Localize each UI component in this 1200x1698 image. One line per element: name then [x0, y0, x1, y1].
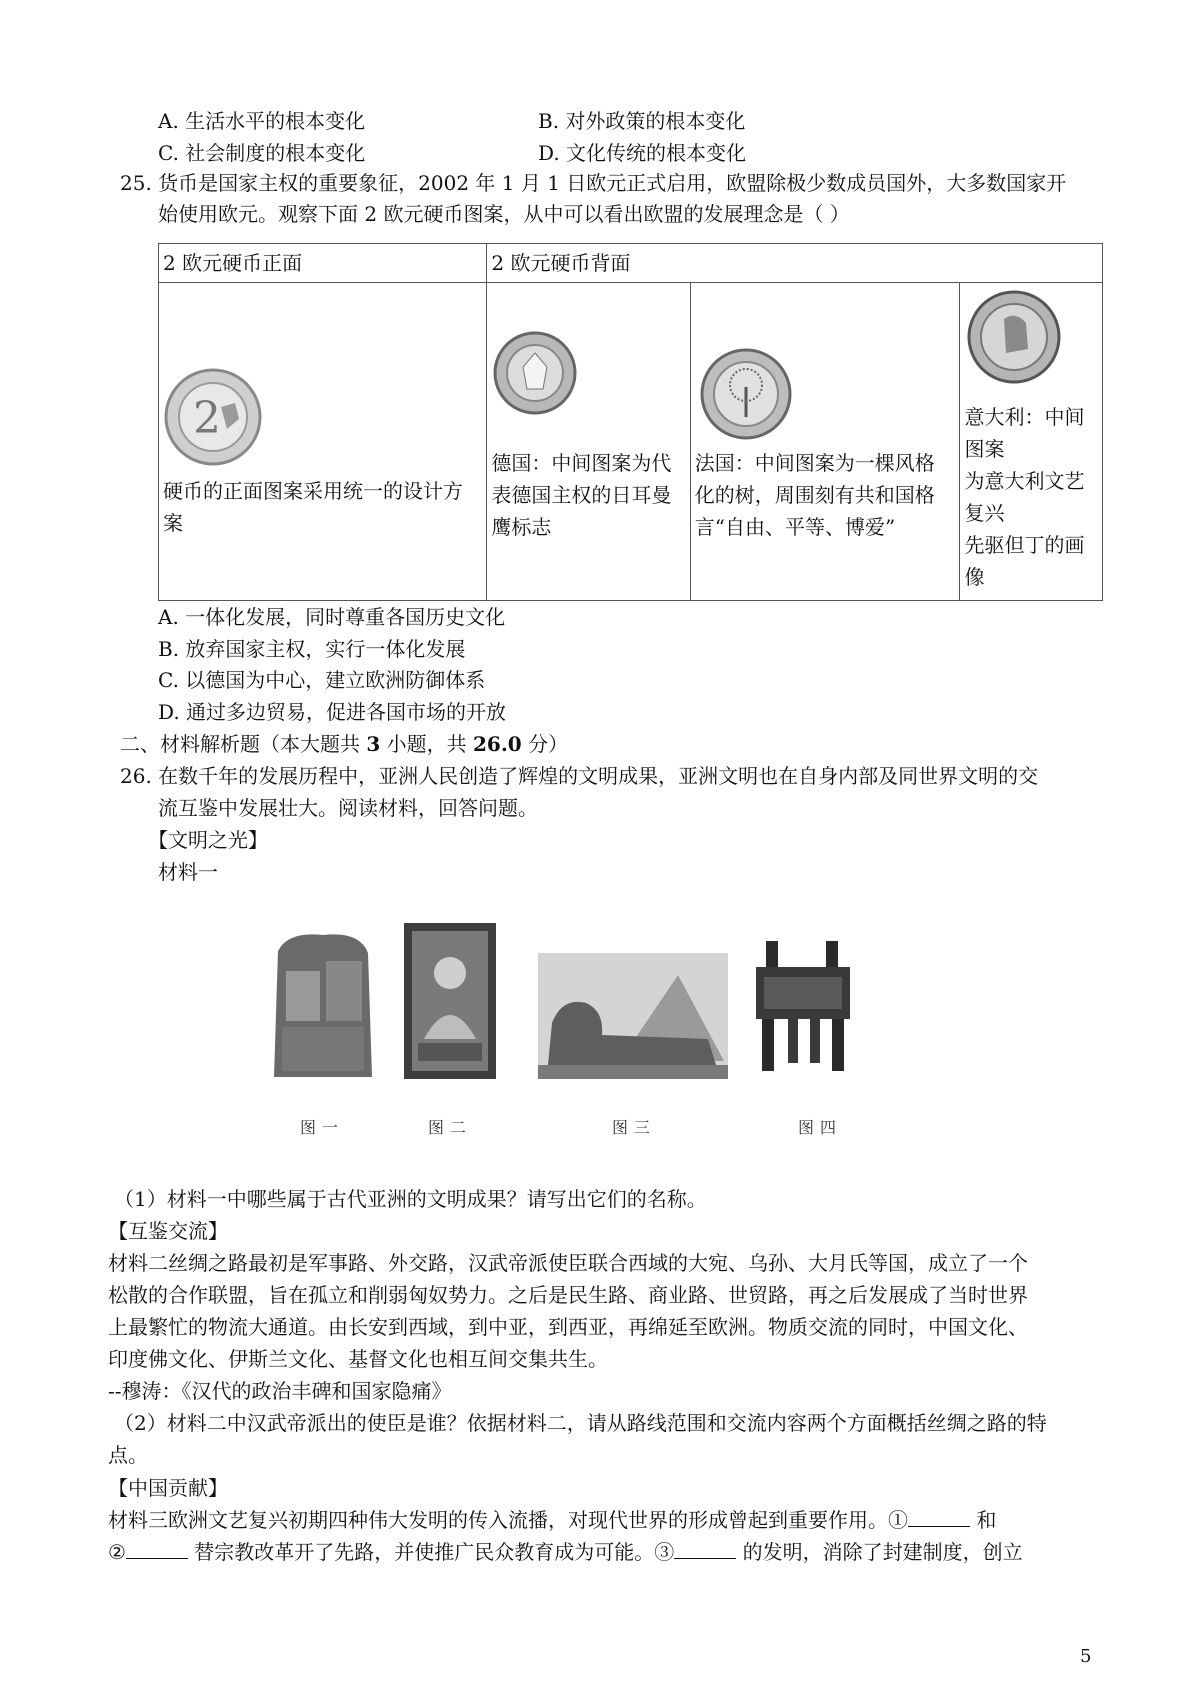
germany-cell — [487, 283, 690, 601]
q26-stem-line2: 流互鉴中发展壮大。阅读材料，回答问题。 — [158, 796, 538, 820]
blank-1[interactable] — [908, 1506, 970, 1527]
heading-china-contribution: 【中国贡献】 — [108, 1476, 228, 1500]
germany-desc-3: 鹰标志 — [491, 515, 552, 539]
material-2-line2: 松散的合作联盟，旨在孤立和削弱匈奴势力。之后是民生路、商业路、世贸路，再之后发展成了当时世界 — [108, 1283, 1028, 1307]
france-desc-3: 言“自由、平等、博爱” — [694, 515, 896, 539]
q25-option-d[interactable]: D. 通过多边贸易，促进各国市场的开放 — [158, 700, 507, 724]
france-desc-2: 化的树，周围刻有共和国格 — [694, 483, 935, 507]
figure-1-stele — [268, 931, 378, 1081]
italy-desc-2: 图案 — [964, 437, 1005, 461]
figure-3-caption: 图三 — [612, 1118, 657, 1137]
heading-exchange: 【互鉴交流】 — [108, 1219, 228, 1243]
material-2-line1: 材料二丝绸之路最初是军事路、外交路，汉武帝派使臣联合西域的大宛、乌孙、大月氏等国，成立了一个 — [108, 1251, 1028, 1275]
heading-civilization: 【文明之光】 — [148, 828, 268, 852]
italy-coin-image — [966, 289, 1062, 385]
coin-table — [158, 243, 1103, 601]
material-2-line3: 上最繁忙的物流大通道。由长安到西域，到中亚，到西亚，再绵延至欧洲。物质交流的同时，中国文化、 — [108, 1315, 1028, 1339]
sub-question-1: （1）材料一中哪些属于古代亚洲的文明成果？请写出它们的名称。 — [114, 1187, 707, 1211]
header-front: 2 欧元硬币正面 — [159, 244, 487, 283]
germany-desc-1: 德国：中间图案为代 — [491, 451, 672, 475]
france-desc-1: 法国：中间图案为一棵风格 — [694, 451, 935, 475]
figure-2-caption: 图二 — [428, 1118, 473, 1137]
italy-desc-4: 复兴 — [964, 501, 1005, 525]
material-3-line1: 材料三欧洲文艺复兴初期四种伟大发明的传入流播，对现代世界的形成曾起到重要作用。① 和 — [108, 1508, 997, 1532]
material-1-label: 材料一 — [158, 860, 218, 884]
sub-question-2-line2: 点。 — [108, 1443, 148, 1467]
q25-option-b[interactable]: B. 放弃国家主权，实行一体化发展 — [158, 637, 466, 661]
italy-cell — [960, 283, 1103, 601]
figure-4-caption: 图四 — [798, 1118, 843, 1137]
front-coin-image — [163, 367, 263, 467]
blank-3[interactable] — [674, 1538, 736, 1559]
svg-text:2: 2 — [193, 393, 221, 444]
figure-4-ding-vessel — [748, 937, 858, 1075]
q25-option-c[interactable]: C. 以德国为中心，建立欧洲防御体系 — [158, 668, 486, 692]
q25-stem-line2: 始使用欧元。观察下面 2 欧元硬币图案，从中可以看出欧盟的发展理念是（ ） — [158, 202, 850, 226]
front-desc: 硬币的正面图案采用统一的设计方案 — [163, 479, 463, 535]
material-1-figures — [260, 915, 940, 1145]
italy-desc-6: 像 — [964, 565, 985, 589]
figure-3-sphinx-pyramid — [538, 953, 728, 1079]
france-cell — [690, 283, 960, 601]
italy-desc-5: 先驱但丁的画 — [964, 533, 1085, 557]
blank-2[interactable] — [126, 1538, 188, 1559]
q24-option-a[interactable]: A. 生活水平的根本变化 — [158, 109, 366, 133]
section-2-title: 二、材料解析题（本大题共 3 小题，共 26.0 分） — [120, 732, 569, 756]
q25-stem-line1: 25. 货币是国家主权的重要象征，2002 年 1 月 1 日欧元正式启用，欧盟除极少数成员国外，大多数国家开 — [120, 171, 1067, 195]
material-2-line4: 印度佛文化、伊斯兰文化、基督文化也相互间交集共生。 — [108, 1347, 608, 1371]
material-2-source: --穆涛：《汉代的政治丰碑和国家隐痛》 — [108, 1379, 452, 1403]
q24-option-d[interactable]: D. 文化传统的根本变化 — [538, 141, 747, 165]
q24-options — [158, 106, 958, 170]
q25-option-a[interactable]: A. 一体化发展，同时尊重各国历史文化 — [158, 605, 506, 629]
front-cell — [159, 283, 487, 601]
q24-option-b[interactable]: B. 对外政策的根本变化 — [538, 109, 746, 133]
q24-option-c[interactable]: C. 社会制度的根本变化 — [158, 141, 366, 165]
france-coin-image — [699, 347, 793, 441]
header-back: 2 欧元硬币背面 — [487, 244, 1103, 283]
q26-stem-line1: 26. 在数千年的发展历程中，亚洲人民创造了辉煌的文明成果，亚洲文明也在自身内部及同世界文明的交 — [120, 764, 1039, 788]
italy-desc-3: 为意大利文艺 — [964, 469, 1085, 493]
italy-desc-1: 意大利：中间 — [964, 405, 1085, 429]
figure-2-buddha — [400, 921, 500, 1081]
germany-desc-2: 表德国主权的日耳曼 — [491, 483, 672, 507]
figure-1-caption: 图一 — [300, 1118, 345, 1137]
material-3-line2: ② 替宗教改革开了先路，并使推广民众教育成为可能。③ 的发明，消除了封建制度，创立 — [108, 1540, 1023, 1564]
germany-coin-image — [493, 331, 577, 415]
page-number: 5 — [1080, 1646, 1092, 1667]
sub-question-2-line1: （2）材料二中汉武帝派出的使臣是谁？依据材料二，请从路线范围和交流内容两个方面概括丝绸之路的特 — [114, 1411, 1047, 1435]
